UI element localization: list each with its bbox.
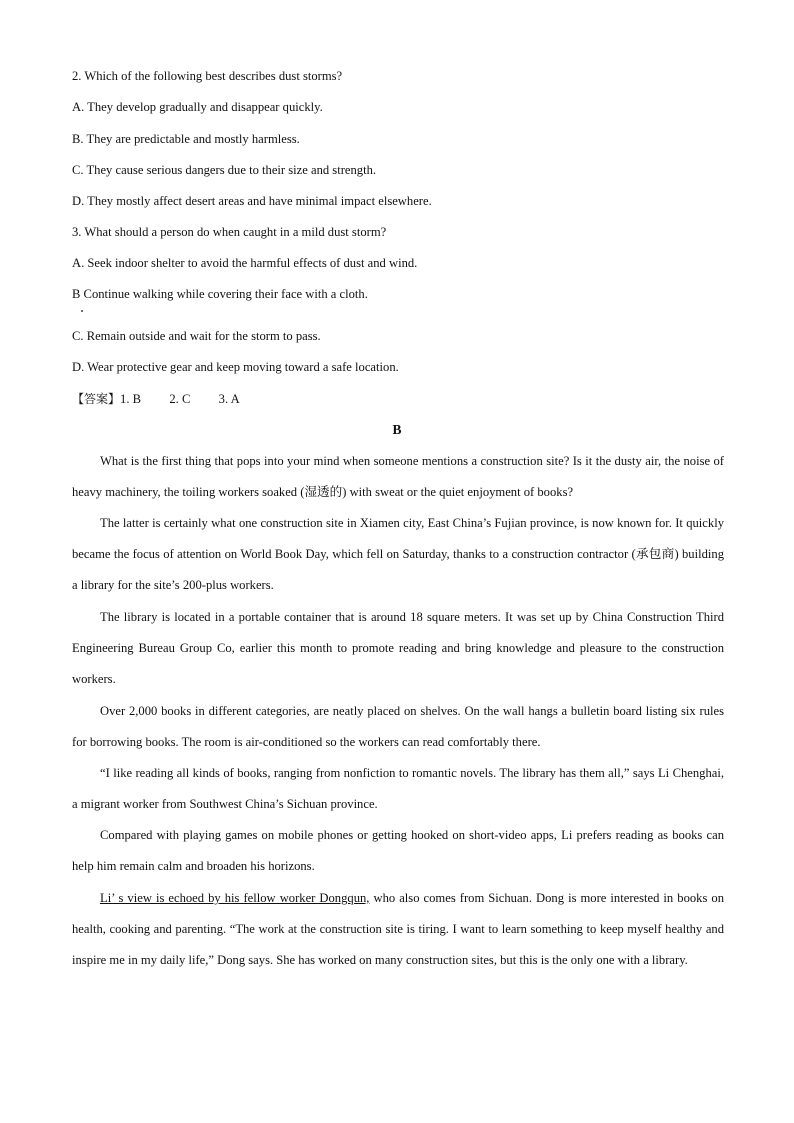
stray-dot	[81, 310, 83, 312]
answer-values: 1. B 2. C 3. A	[120, 392, 240, 406]
question-2-stem: 2. Which of the following best describes dust storms?	[72, 69, 343, 83]
question-3-option-c: C. Remain outside and wait for the storm to pass.	[72, 329, 321, 343]
paragraph-1: What is the first thing that pops into your mind when someone mentions a construction site? Is it the dusty air, the noise of heavy machinery, the toiling workers soaked (湿透的) with sweat or the quiet enjoyment of books?	[72, 454, 724, 500]
paragraph-2: The latter is certainly what one construction site in Xiamen city, East China’s Fujian province, is now known for. It quickly became the focus of attention on World Book Day, which fell on Saturday, thanks to a construction contractor (承包商) building a library for the site’s 200-plus workers.	[72, 516, 724, 593]
paragraph-4: Over 2,000 books in different categories, are neatly placed on shelves. On the wall hangs a bulletin board listing six rules for borrowing books. The room is air-conditioned so the workers can read comfortably there.	[72, 704, 724, 750]
paragraph-7	[72, 883, 724, 977]
question-2-option-a: A. They develop gradually and disappear quickly.	[72, 100, 323, 114]
question-3-option-d: D. Wear protective gear and keep moving toward a safe location.	[72, 360, 399, 374]
question-3-stem: 3. What should a person do when caught in a mild dust storm?	[72, 225, 387, 239]
answer-label: 【答案】	[72, 392, 121, 406]
answer-line	[72, 391, 240, 407]
paragraph-6: Compared with playing games on mobile phones or getting hooked on short-video apps, Li prefers reading as books can help him remain calm and broaden his horizons.	[72, 828, 724, 874]
question-2-option-b: B. They are predictable and mostly harmless.	[72, 132, 300, 146]
question-3-option-b: B Continue walking while covering their face with a cloth.	[72, 287, 368, 301]
question-2-option-d: D. They mostly affect desert areas and have minimal impact elsewhere.	[72, 194, 432, 208]
underlined-phrase: Li’ s view is echoed by his fellow worker Dongqun,	[100, 891, 370, 905]
question-2-option-c: C. They cause serious dangers due to their size and strength.	[72, 163, 377, 177]
paragraph-7-rest: who also comes from Sichuan. Dong is more interested in books on health, cooking and parenting. “The work at the construction site is tiring. I want to learn something to keep myself healthy and inspire me in my daily life,” Dong says. She has worked on many construction sites, but this is the only one with a library.	[72, 891, 724, 968]
section-heading: B	[392, 422, 402, 437]
question-3-option-a: A. Seek indoor shelter to avoid the harmful effects of dust and wind.	[72, 256, 418, 270]
paragraph-5: “I like reading all kinds of books, ranging from nonfiction to romantic novels. The library has them all,” says Li Chenghai, a migrant worker from Southwest China’s Sichuan province.	[72, 766, 724, 812]
paragraph-3: The library is located in a portable container that is around 18 square meters. It was set up by China Construction Third Engineering Bureau Group Co, earlier this month to promote reading and bring knowledge and pleasure to the construction workers.	[72, 610, 724, 687]
